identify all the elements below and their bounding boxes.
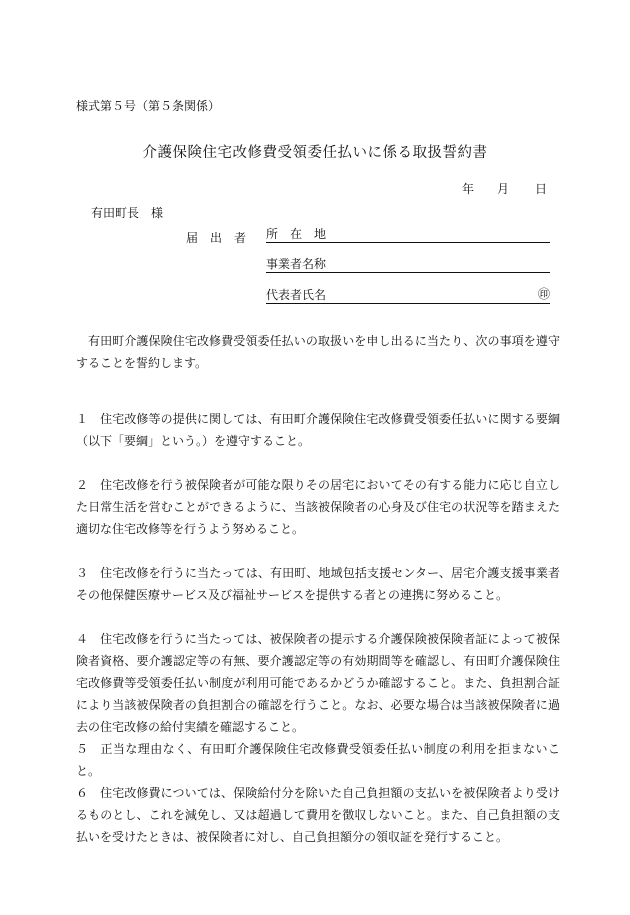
intro-paragraph: 有田町介護保険住宅改修費受領委任払いの取扱いを申し出るに当たり、次の事項を遵守することを誓約します。 <box>76 334 560 370</box>
pledge-item-text: 正当な理由なく、有田町介護保険住宅改修費受領委任払い制度の利用を拒まないこと。 <box>76 742 560 778</box>
date-day-label: 日 <box>535 182 548 196</box>
pledge-item-number: ６ <box>76 786 89 800</box>
address-field <box>266 225 550 243</box>
pledge-item-text: 住宅改修を行うに当たっては、被保険者の提示する介護保険被保険者証によって被保険者資格、要介護認定等の有無、要介護認定等の有効期間等を確認し、有田町介護保険住宅改修費等受領委任払い制度が利用可能であるかどうか確認すること。また、負担割合証により当該被保険者の負担割合の確認を行うこと。なお、必要な場合は当該被保険者に過去の住宅改修の給付実績を確認すること。 <box>76 632 560 734</box>
pledge-item-number: ４ <box>76 632 89 646</box>
pledge-item-text: 住宅改修費については、保険給付分を除いた自己負担額の支払いを被保険者より受けるものとし、これを減免し、又は超過して費用を徴収しないこと。また、自己負担額の支払いを受けたときは、被保険者に対し、自己負担額分の領収証を発行すること。 <box>76 786 560 844</box>
pledge-item-2 <box>76 474 560 540</box>
pledge-item-5 <box>76 738 560 782</box>
date-year-label: 年 <box>462 182 475 196</box>
form-number: 様式第５号（第５条関係） <box>76 99 221 113</box>
pledge-item-number: ５ <box>76 742 89 756</box>
address-label: 所 在 地 <box>266 227 327 241</box>
pledge-item-3 <box>76 562 560 606</box>
seal-mark: ㊞ <box>537 287 550 301</box>
pledge-item-number: ２ <box>76 478 89 492</box>
business-name-label: 事業者名称 <box>266 257 327 271</box>
pledge-item-text: 住宅改修等の提供に関しては、有田町介護保険住宅改修費受領委任払いに関する要綱（以下「要綱」という。）を遵守すること。 <box>76 412 560 448</box>
date-month-label: 月 <box>497 182 510 196</box>
notifier-label: 届 出 者 <box>186 231 247 245</box>
pledge-item-1 <box>76 408 560 452</box>
business-name-field <box>266 255 550 273</box>
pledge-item-number: ３ <box>76 566 89 580</box>
pledge-item-number: １ <box>76 412 89 426</box>
addressee: 有田町長 様 <box>91 206 164 220</box>
representative-name-field <box>266 286 550 304</box>
document-title: 介護保険住宅改修費受領委任払いに係る取扱誓約書 <box>142 145 488 161</box>
pledge-item-6 <box>76 782 560 848</box>
representative-name-label: 代表者氏名 <box>266 288 327 302</box>
pledge-item-text: 住宅改修を行うに当たっては、有田町、地域包括支援センター、居宅介護支援事業者その他保健医療サービス及び福祉サービスを提供する者との連携に努めること。 <box>76 566 560 602</box>
pledge-item-4 <box>76 628 560 738</box>
pledge-item-text: 住宅改修を行う被保険者が可能な限りその居宅においてその有する能力に応じ自立した日常生活を営むことができるように、当該被保険者の心身及び住宅の状況等を踏まえた適切な住宅改修等を行うよう努めること。 <box>76 478 560 536</box>
